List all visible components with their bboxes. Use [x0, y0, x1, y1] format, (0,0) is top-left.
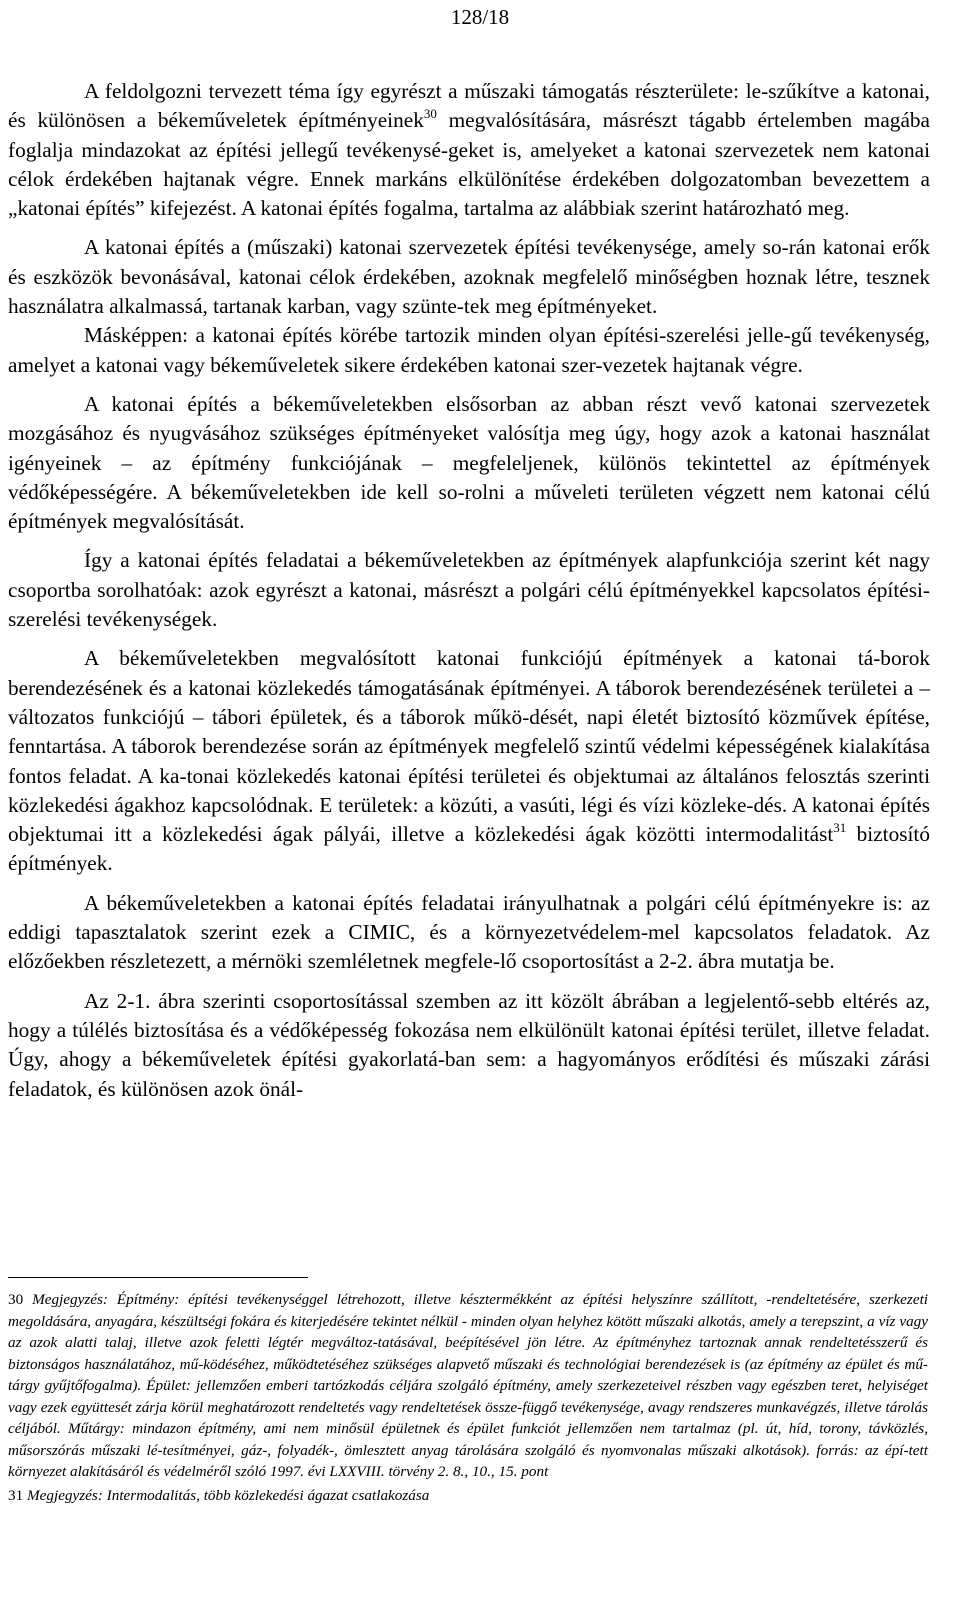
- footnote-text: Megjegyzés: Építmény: építési tevékenységgel létrehozott, illetve késztermékként az építési helyszínre szállított, -rendeltetésére, szerkezeti megoldására, anyagára, készültségi fokára és kiterjedésére tekintet nélkül - minden olyan helyhez kötött műszaki alkotás, amely a terepszint, a víz vagy az azok alatti talaj, illetve azok feletti légtér megváltoz-tatásával, beépítésével jön létre. Az építményhez tartoznak annak rendeltetésszerű és biztonságos használatához, mű-ködéséhez, működtetéséhez szükséges alapvető műszaki és technológiai berendezések is (az építmény az épület és mű-tárgy gyűjtőfogalma). Épület: jellemzően emberi tartózkodás céljára szolgáló építmény, amely szerkezeteivel részben vagy egészben teret, helyiséget vagy ezek együttesét zárja körül meghatározott rendeltetés vagy rendeltetések össze-függő tevékenysége, avagy rendszeres munkavégzés, illetve tárolás céljából. Műtárgy: mindazon építmény, ami nem minősül épületnek és épület funkciót jellemzően nem tartalmaz (pl. út, híd, torony, távközlés, műsorszórás műszaki lé-tesítményei, gáz-, folyadék-, ömlesztett anyag tárolására szolgáló és nyomvonalas műszaki alkotások). forrás: az épí-tett környezet alakításáról és védelméről szóló 1997. évi LXXVIII. törvény 2. 8., 10., 15. pont: [8, 1291, 929, 1480]
- footnote-separator: [8, 1277, 308, 1278]
- paragraph-6-text-a: A békeműveletekben megvalósított katonai funkciójú építmények a katonai tá-borok berendezésének és a katonai közlekedés támogatásának építményei. A táborok berendezésének területei a – változatos funkciójú – tábori épületek, és a táborok műkö-dését, napi életét biztosító közművek építése, fenntartása. A táborok berendezése során az építmények megfelelő szintű védelmi képességének kialakítása fontos feladat. A ka-tonai közlekedés katonai építési területei és objektumai az általános felosztás szerinti közlekedési ágakhoz kapcsolódnak. E területek: a közúti, a vasúti, légi és vízi közleke-dés. A katonai építés objektumai itt a közlekedési ágak pályái, illetve a közlekedési ágak közötti intermodalitást: [8, 646, 930, 847]
- footnote-30: [8, 1289, 928, 1483]
- paragraph-1: [8, 77, 930, 223]
- paragraph-4: A katonai építés a békeműveletekben elsősorban az abban részt vevő katonai szervezetek mozgásához és nyugvásához szükséges építményeket valósítja meg úgy, hogy azok a katonai használat igényeinek – az építmény funkciójának – megfeleljenek, különös tekintettel az építmények védőképességére. A békeműveletekben ide kell so-rolni a műveleti területen végzett nem katonai célú építmények megvalósítását.: [8, 391, 930, 534]
- footnote-text: Megjegyzés: Intermodalitás, több közlekedési ágazat csatlakozása: [26, 1486, 430, 1504]
- footnote-31: [8, 1485, 928, 1507]
- paragraph-6-text-b: biztosító építmények.: [8, 822, 930, 876]
- footnote-ref-30[interactable]: 30: [423, 106, 437, 122]
- paragraph-3: Másképpen: a katonai építés körébe tartozik minden olyan építési-szerelési jelle-gű tevékenység, amelyet a katonai vagy békeműveletek sikere érdekében katonai szer-vezetek hajtanak végre.: [8, 323, 930, 377]
- paragraph-2: A katonai építés a (műszaki) katonai szervezetek építési tevékenysége, amely so-rán katonai erők és eszközök bevonásával, katonai célok érdekében, azoknak megfelelő minőségben hoznak létre, tesznek használatra alkalmassá, tartanak karban, vagy szünte-tek meg építményeket.: [8, 235, 930, 319]
- page-number: 128/18: [450, 5, 510, 29]
- paragraph-8: Az 2-1. ábra szerinti csoportosítással szemben az itt közölt ábrában a legjelentő-sebb eltérés az, hogy a túlélés biztosítása és a védőképesség fokozása nem elkülönült katonai építési terület, illetve feladat. Úgy, ahogy a békeműveletek építési gyakorlatá-ban sem: a hagyományos erődítési és műszaki zárási feladatok, és különösen azok önál-: [8, 988, 930, 1101]
- paragraph-1-text-a: A feldolgozni tervezett téma így egyrészt a műszaki támogatás részterülete: le-szűkítve a katonai, és különösen a békeműveletek építményeinek: [8, 79, 930, 133]
- footnote-number: 31: [8, 1486, 24, 1504]
- footnote-ref-31[interactable]: 31: [833, 820, 847, 836]
- footnotes: [8, 1289, 928, 1506]
- footnote-number: 30: [8, 1291, 24, 1308]
- paragraph-1-text-b: megvalósítására, másrészt tágabb értelemben magába foglalja mindazokat az építési jellegű tevékenysé-geket is, amelyeket a katonai szervezetek nem katonai célok érdekében hajtanak végre. Ennek markáns elkülönítése érdekében dolgozatomban bevezettem a „katonai építés” kifejezést. A katonai építés fogalma, tartalma az alábbiak szerint határozható meg.: [8, 108, 931, 221]
- paragraph-7: A békeműveletekben a katonai építés feladatai irányulhatnak a polgári célú építményekre is: az eddigi tapasztalatok szerint ezek a CIMIC, és a környezetvédelem-mel kapcsolatos feladatok. Az előzőekben részletezett, a mérnöki szemléletnek megfele-lő csoportosítást a 2-2. ábra mutatja be.: [8, 890, 930, 974]
- body-text: [8, 77, 930, 1114]
- paragraph-6: [8, 644, 930, 878]
- paragraph-5: Így a katonai építés feladatai a békeműveletekben az építmények alapfunkciója szerint két nagy csoportba sorolhatóak: azok egyrészt a katonai, másrészt a polgári célú építményekkel kapcsolatos építési-szerelési tevékenységek.: [8, 548, 930, 632]
